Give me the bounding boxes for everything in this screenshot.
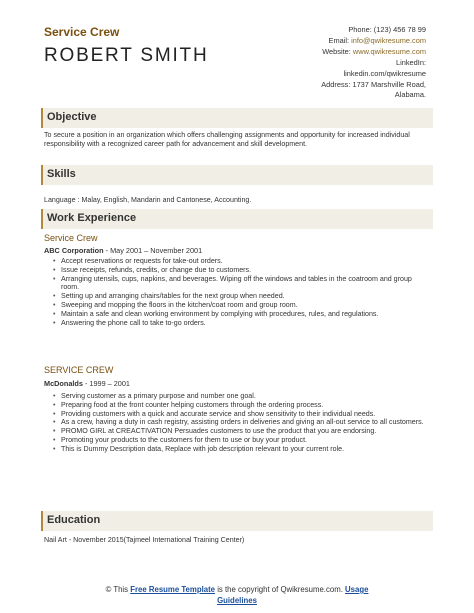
- experience-heading: Work Experience: [47, 212, 137, 224]
- contact-address-line1: Address: 1737 Marshville Road,: [321, 79, 426, 89]
- job-title-heading: Service Crew: [44, 25, 120, 39]
- job-1-duty: • Issue receipts, refunds, credits, or change due to customers.: [53, 266, 425, 275]
- job-2-duty: • Serving customer as a primary purpose and number one goal.: [53, 392, 425, 401]
- free-resume-template-link[interactable]: Free Resume Template: [130, 585, 216, 594]
- objective-section-header: [41, 108, 433, 128]
- job-2-meta: [44, 379, 130, 388]
- job-2-duty: • PROMO GIRL at CREACTIVATION Persuades customers to use the product that you are endorsing.: [53, 427, 425, 436]
- contact-website-link[interactable]: www.qwikresume.com: [352, 46, 426, 56]
- contact-email-line: [251, 36, 426, 47]
- contact-email-label: Email:: [328, 35, 352, 45]
- job-2-duty: • This is Dummy Description data, Replace with job description relevant to your current role.: [53, 445, 425, 454]
- job-1-title: Service Crew: [44, 233, 98, 243]
- footer-middle: is the copyright of Qwikresume.com.: [215, 585, 346, 594]
- skills-text: Language : Malay, English, Mandarin and Cantonese, Accounting.: [44, 196, 252, 204]
- contact-linkedin-url[interactable]: linkedin.com/qwikresume: [343, 68, 426, 78]
- education-section-header: [41, 511, 433, 531]
- job-2-duty: • Promoting your products to the customers for them to use or buy your product.: [53, 436, 425, 445]
- objective-text: To secure a position in an organization which offers challenging assignments and opportunity for increased individual responsibility with a recognized career path for advancement and skill development.: [44, 131, 410, 148]
- experience-section-header: [41, 209, 433, 229]
- job-2-duty: • As a crew, having a duty in cash registry, assisting orders in deliveries and giving an all-out service to all customers.: [53, 418, 425, 427]
- candidate-name: ROBERT SMITH: [44, 45, 209, 66]
- contact-block: [251, 25, 426, 101]
- skills-section-header: [41, 165, 433, 185]
- job-1-duty: • Sweeping and mopping the floors in the kitchen/coat room and group room.: [53, 301, 425, 310]
- job-1-duty: • Setting up and arranging chairs/tables for the next group when needed.: [53, 292, 425, 301]
- contact-linkedin-label: LinkedIn:: [396, 57, 426, 67]
- objective-heading: Objective: [47, 111, 97, 123]
- job-2-dates: - 1999 – 2001: [82, 379, 130, 388]
- job-2-duty: • Preparing food at the front counter helping customers through the ordering process.: [53, 401, 425, 410]
- contact-website-line: [251, 47, 426, 58]
- job-2-duties: [53, 392, 425, 454]
- job-1-meta: [44, 246, 202, 255]
- education-heading: Education: [47, 514, 101, 526]
- contact-email-link[interactable]: info@qwikresume.com: [351, 35, 426, 45]
- job-1-duty: • Arranging utensils, cups, napkins, and beverages. Wiping off the windows and tables in the coatroom and group room.: [53, 275, 425, 293]
- skills-heading: Skills: [47, 168, 76, 180]
- job-2-duty: • Providing customers with a quick and accurate service and show sensitivity to their individual needs.: [53, 410, 425, 419]
- job-1-duties: [53, 257, 425, 327]
- job-2-title: SERVICE CREW: [44, 365, 114, 375]
- job-1-company: ABC Corporation: [44, 246, 104, 255]
- usage-guidelines-link[interactable]: Usage: [345, 585, 369, 594]
- contact-phone: Phone: (123) 456 78 99: [348, 25, 426, 34]
- job-2-company: McDonalds: [44, 379, 83, 388]
- job-1-duty: • Accept reservations or requests for take-out orders.: [53, 257, 425, 266]
- contact-website-label: Website:: [322, 46, 353, 56]
- footer-prefix: © This: [105, 585, 131, 594]
- job-1-duty: • Answering the phone call to take to-go orders.: [53, 319, 425, 328]
- job-1-duty: • Maintain a safe and clean working environment by complying with procedures, rules, and regulations.: [53, 310, 425, 319]
- copyright-footer: [40, 585, 434, 606]
- usage-guidelines-link-continued[interactable]: Guidelines: [217, 595, 257, 605]
- job-1-dates: - May 2001 – November 2001: [103, 246, 203, 255]
- contact-address-line2: Alabama.: [394, 90, 426, 100]
- education-text: Nail Art - November 2015(Tajmeel International Training Center): [44, 536, 245, 544]
